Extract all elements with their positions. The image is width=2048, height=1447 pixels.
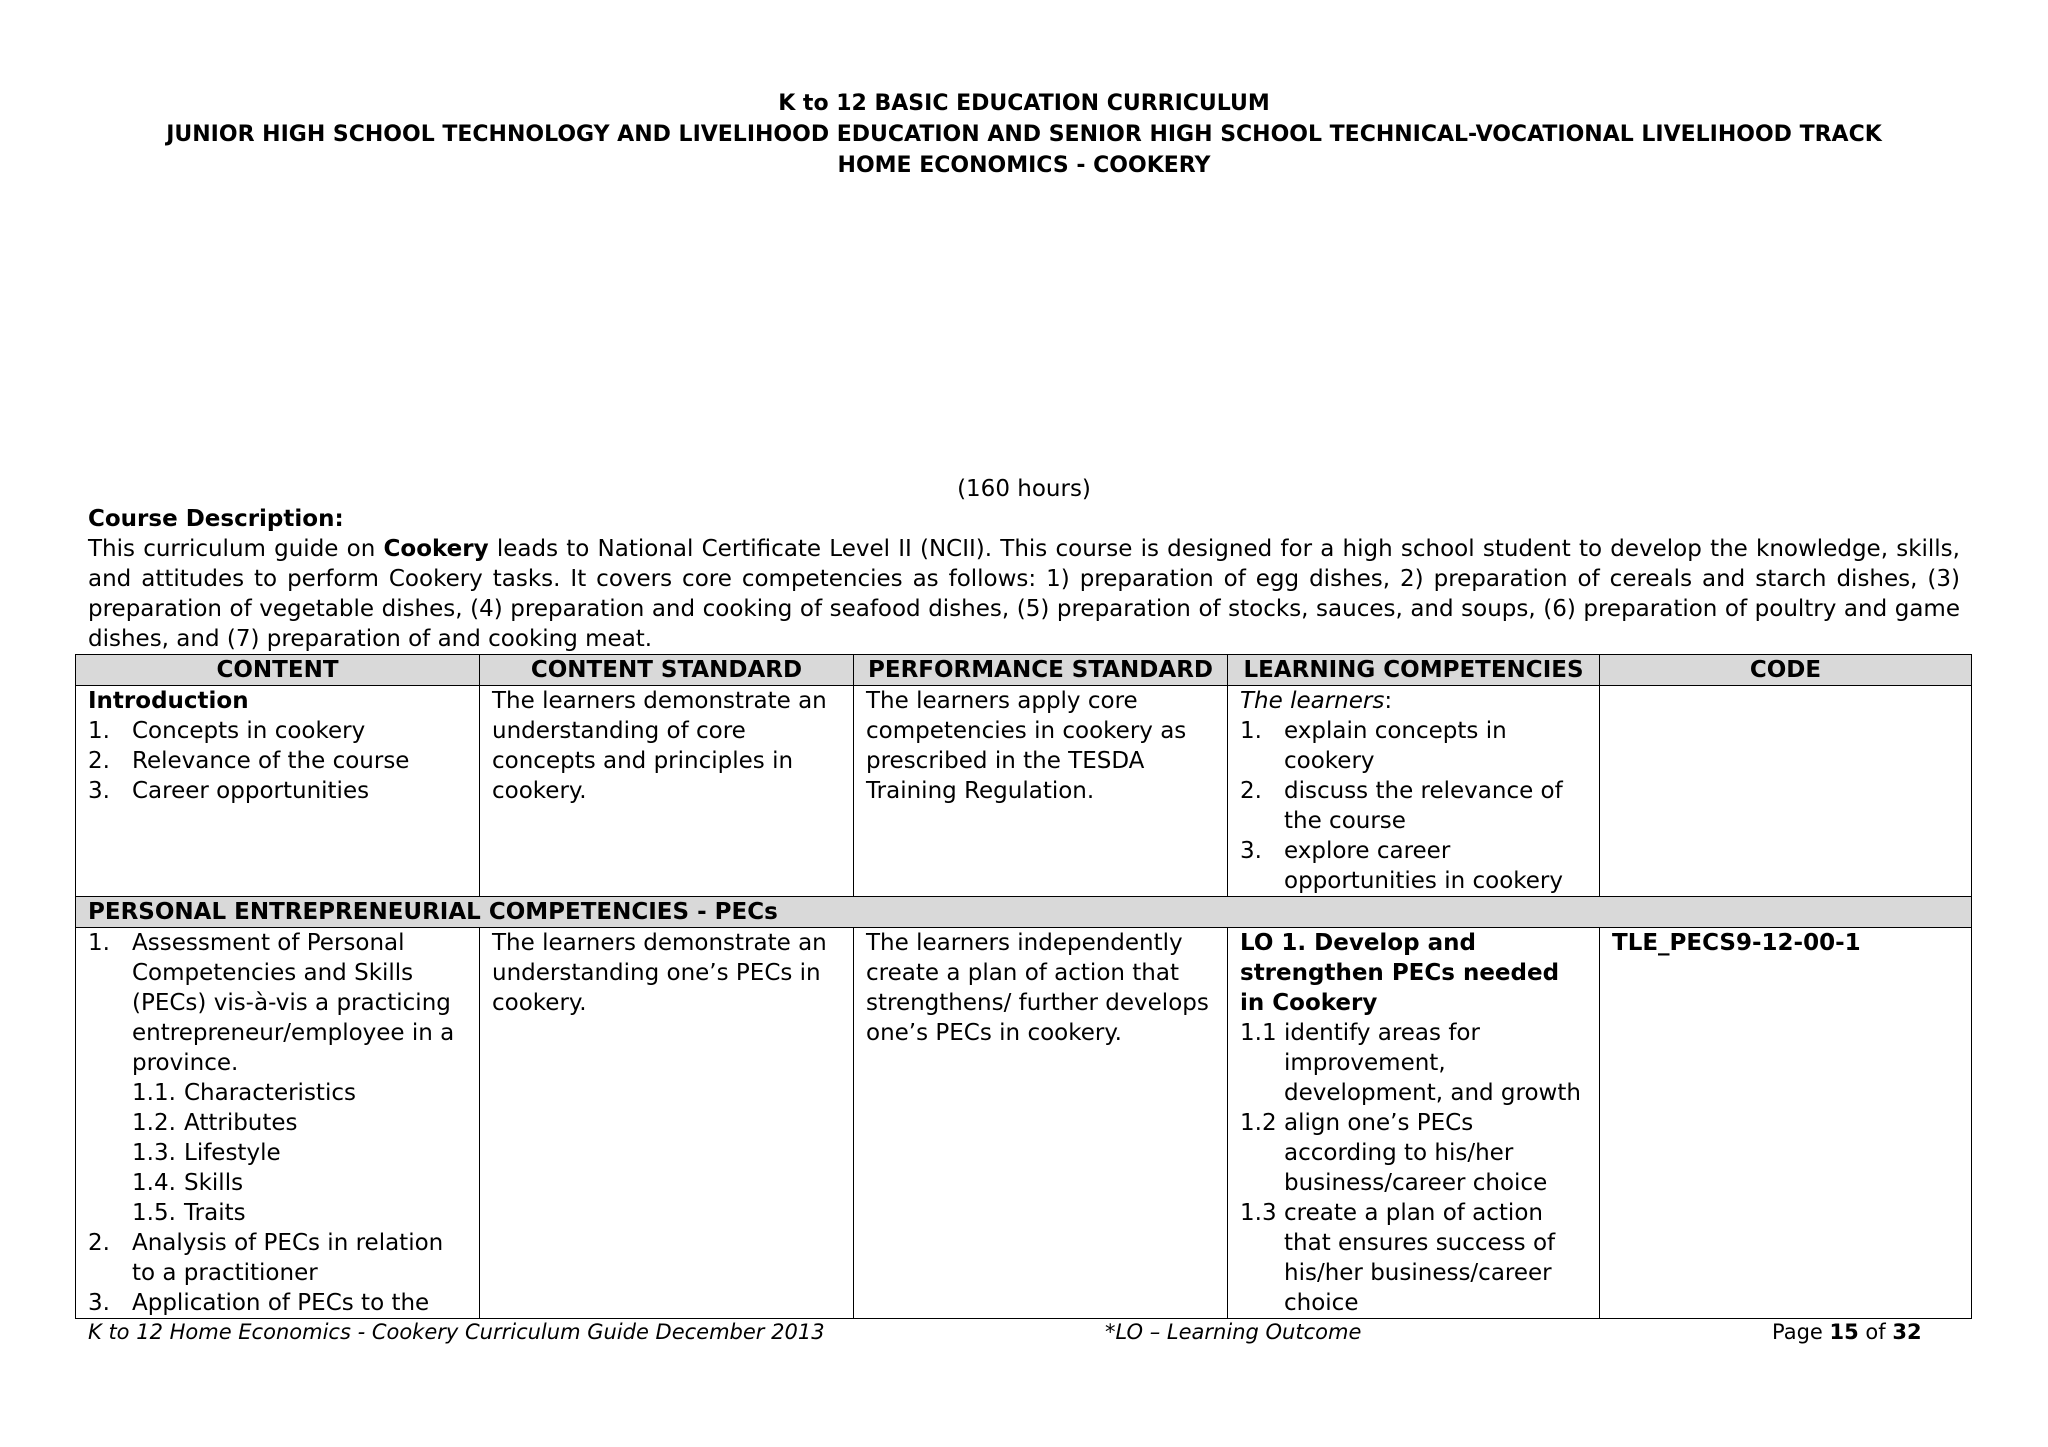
list-text: Traits <box>184 1200 246 1226</box>
list-text: Career opportunities <box>132 778 370 804</box>
course-description-body <box>88 534 1960 654</box>
lc-lead <box>1240 686 1587 716</box>
list-item <box>132 1108 467 1138</box>
header-line-2: JUNIOR HIGH SCHOOL TECHNOLOGY AND LIVELIHOOD EDUCATION AND SENIOR HIGH SCHOOL TECHNICAL-VOCATIONAL LIVELIHOOD TRACK <box>166 122 1882 147</box>
pecs-performance-standard-cell: The learners independently create a plan of action that strengthens/ further develops one’s PECs in cookery. <box>854 928 1228 1319</box>
list-number: 1. <box>1240 718 1262 744</box>
pecs-content-standard-cell: The learners demonstrate an understanding one’s PECs in cookery. <box>480 928 854 1319</box>
list-number: 1.1 <box>1240 1020 1277 1046</box>
list-text: discuss the relevance of the course <box>1284 778 1563 834</box>
course-description <box>88 504 1960 654</box>
intro-title: Introduction <box>88 688 249 714</box>
page-current: 15 <box>1829 1320 1859 1344</box>
pecs-code-cell: TLE_PECS9-12-00-1 <box>1600 928 1972 1319</box>
list-text: Concepts in cookery <box>132 718 366 744</box>
page-total: 32 <box>1892 1320 1922 1344</box>
list-text: Analysis of PECs in relation to a practitioner <box>132 1230 444 1286</box>
list-text: explore career opportunities in cookery <box>1284 838 1563 894</box>
pecs-learning-competencies-cell <box>1228 928 1600 1319</box>
list-text: Characteristics <box>184 1080 356 1106</box>
list-number: 1. <box>88 930 110 956</box>
list-text: Lifestyle <box>184 1140 281 1166</box>
list-text: Attributes <box>184 1110 298 1136</box>
page-of-label: of <box>1858 1320 1893 1344</box>
intro-performance-standard-cell: The learners apply core competencies in cookery as prescribed in the TESDA Training Regulation. <box>854 686 1228 897</box>
list-item <box>88 716 467 746</box>
list-item <box>132 1198 467 1228</box>
header-line-1: K to 12 BASIC EDUCATION CURRICULUM <box>778 91 1270 116</box>
list-number: 3. <box>88 778 110 804</box>
footer-page-number <box>1772 1318 1922 1346</box>
list-number: 1.4. <box>132 1170 176 1196</box>
list-number: 1. <box>88 718 110 744</box>
desc-text-pre: This curriculum guide on <box>88 536 384 562</box>
list-number: 2. <box>1240 778 1262 804</box>
header-performance-standard: PERFORMANCE STANDARD <box>854 655 1228 686</box>
pecs-content-list <box>88 928 467 1078</box>
footer-lo-note: *LO – Learning Outcome <box>1105 1320 1362 1344</box>
list-text: identify areas for improvement, development, and growth <box>1284 1020 1581 1106</box>
desc-text-bold: Cookery <box>383 536 489 562</box>
list-item <box>1240 836 1587 896</box>
table-header-row <box>76 655 1972 686</box>
pecs-sub-list <box>88 1078 467 1228</box>
header-content: CONTENT <box>76 655 480 686</box>
list-text: create a plan of action that ensures success of his/her business/career choice <box>1284 1200 1556 1316</box>
list-number: 1.2 <box>1240 1110 1277 1136</box>
list-number: 1.3. <box>132 1140 176 1166</box>
lc-lead-text: The learners <box>1240 688 1385 714</box>
list-item <box>132 1168 467 1198</box>
intro-code-cell <box>1600 686 1972 897</box>
list-item <box>132 1078 467 1108</box>
list-item <box>1240 776 1587 836</box>
list-item <box>88 1288 467 1318</box>
lo-title: LO 1. Develop and strengthen PECs needed in Cookery <box>1240 930 1560 1016</box>
pecs-lo-list <box>1240 1018 1587 1318</box>
header-content-standard: CONTENT STANDARD <box>480 655 854 686</box>
footer-guide-title: K to 12 Home Economics - Cookery Curriculum Guide December 2013 <box>88 1320 825 1344</box>
pecs-content-cell <box>76 928 480 1319</box>
list-text: explain concepts in cookery <box>1284 718 1507 774</box>
list-number: 1.2. <box>132 1110 176 1136</box>
list-number: 3. <box>88 1290 110 1316</box>
list-number: 2. <box>88 748 110 774</box>
list-item <box>88 928 467 1078</box>
desc-text-post: leads to National Certificate Level II (NCII). This course is designed for a high school student to develop the knowledge, skills, and attitudes to perform Cookery tasks. It covers core competencies as follows: 1) preparation of egg dishes, 2) preparation of cereals and starch dishes, (3) preparation of vegetable dishes, (4) preparation and cooking of seafood dishes, (5) preparation of stocks, sauces, and soups, (6) preparation of poultry and game dishes, and (7) preparation of and cooking meat. <box>88 536 1960 652</box>
header-code: CODE <box>1600 655 1972 686</box>
list-number: 1.1. <box>132 1080 176 1106</box>
table-section-row <box>76 897 1972 928</box>
list-item <box>88 746 467 776</box>
intro-content-standard-cell: The learners demonstrate an understanding of core concepts and principles in cookery. <box>480 686 854 897</box>
list-item <box>88 1228 467 1288</box>
intro-content-cell <box>76 686 480 897</box>
header-learning-competencies: LEARNING COMPETENCIES <box>1228 655 1600 686</box>
list-text: align one’s PECs according to his/her business/career choice <box>1284 1110 1548 1196</box>
table-row-introduction <box>76 686 1972 897</box>
list-item <box>88 776 467 806</box>
list-item <box>1240 1198 1587 1318</box>
intro-learning-competencies-cell <box>1228 686 1600 897</box>
pecs-content-list-continued <box>88 1228 467 1318</box>
list-item <box>1240 1108 1587 1198</box>
table-row-pecs <box>76 928 1972 1319</box>
list-number: 1.3 <box>1240 1200 1277 1226</box>
intro-content-list <box>88 716 467 806</box>
list-text: Assessment of Personal Competencies and Skills (PECs) vis-à-vis a practicing entrepreneur/employee in a province. <box>132 930 455 1076</box>
header-line-3: HOME ECONOMICS - COOKERY <box>837 153 1211 178</box>
curriculum-table <box>75 654 1972 1319</box>
document-header <box>0 88 2048 181</box>
lc-lead-colon: : <box>1384 688 1393 714</box>
list-number: 2. <box>88 1230 110 1256</box>
list-item <box>1240 1018 1587 1108</box>
course-hours: (160 hours) <box>957 476 1091 502</box>
list-number: 1.5. <box>132 1200 176 1226</box>
intro-lc-list <box>1240 716 1587 896</box>
list-item <box>132 1138 467 1168</box>
list-text: Skills <box>184 1170 244 1196</box>
list-text: Application of PECs to the <box>132 1290 430 1316</box>
list-text: Relevance of the course <box>132 748 410 774</box>
course-description-heading: Course Description: <box>88 506 344 532</box>
page-label: Page <box>1772 1320 1830 1344</box>
list-item <box>1240 716 1587 776</box>
list-number: 3. <box>1240 838 1262 864</box>
section-title: PERSONAL ENTREPRENEURIAL COMPETENCIES - PECs <box>76 897 1972 928</box>
